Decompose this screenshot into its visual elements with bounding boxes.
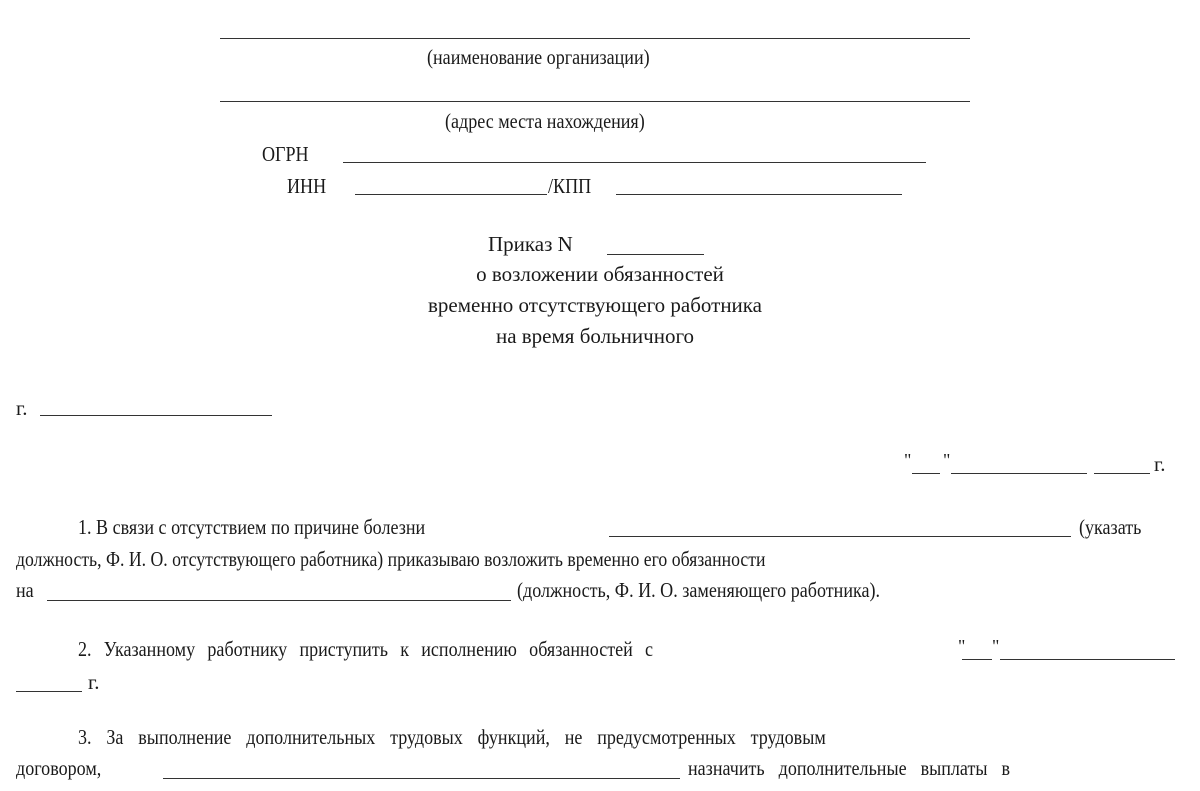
address-blank[interactable]: [220, 101, 970, 102]
inn-blank[interactable]: [355, 194, 547, 195]
city-blank[interactable]: [40, 415, 272, 416]
p1-line2-text: должность, Ф. И. О. отсутствующего работника) приказываю возложить временно его обязанности: [16, 547, 766, 571]
p2-open-quote: ": [958, 636, 966, 656]
p1-line3-prefix: на: [16, 578, 34, 602]
title-line-4: на время больничного: [495, 324, 695, 348]
org-name-blank[interactable]: [220, 38, 970, 39]
start-year-blank[interactable]: [16, 691, 82, 692]
payment-blank[interactable]: [163, 778, 680, 779]
ogrn-label: ОГРН: [262, 142, 309, 166]
p1-line1-suffix: (указать: [1079, 515, 1142, 539]
start-day-blank[interactable]: [962, 659, 992, 660]
kpp-blank[interactable]: [616, 194, 902, 195]
p1-line1-text: 1. В связи с отсутствием по причине болезни: [78, 515, 426, 539]
p3-line2-prefix: договором,: [16, 756, 102, 780]
address-caption: (адрес места нахождения): [445, 109, 645, 133]
title-line-3: временно отсутствующего работника: [427, 293, 762, 317]
date-year-blank[interactable]: [1094, 473, 1150, 474]
replacing-employee-blank[interactable]: [47, 600, 511, 601]
p3-line2-suffix: назначить дополнительные выплаты в: [688, 756, 1011, 780]
p2-close-quote: ": [992, 636, 1000, 656]
city-prefix: г.: [16, 396, 28, 420]
p3-line1-text: 3. За выполнение дополнительных трудовых функций, не предусмотренных трудовым: [78, 725, 826, 749]
p2-year-suffix: г.: [88, 670, 100, 694]
date-close-quote: ": [943, 450, 951, 470]
ogrn-blank[interactable]: [343, 162, 926, 163]
start-month-blank[interactable]: [1000, 659, 1175, 660]
title-line-2: о возложении обязанностей: [476, 262, 724, 286]
p2-line1-text: 2. Указанному работнику приступить к исполнению обязанностей с: [78, 637, 654, 661]
p1-line3-suffix: (должность, Ф. И. О. заменяющего работника).: [517, 578, 881, 602]
date-day-blank[interactable]: [912, 473, 940, 474]
kpp-label: /КПП: [548, 174, 592, 198]
org-name-caption: (наименование организации): [427, 45, 650, 69]
date-month-blank[interactable]: [951, 473, 1087, 474]
date-open-quote: ": [904, 450, 912, 470]
inn-label: ИНН: [287, 174, 327, 198]
absent-employee-blank[interactable]: [609, 536, 1071, 537]
order-number-blank[interactable]: [607, 254, 704, 255]
order-number-label: Приказ N: [488, 232, 573, 256]
date-year-suffix: г.: [1154, 452, 1166, 476]
